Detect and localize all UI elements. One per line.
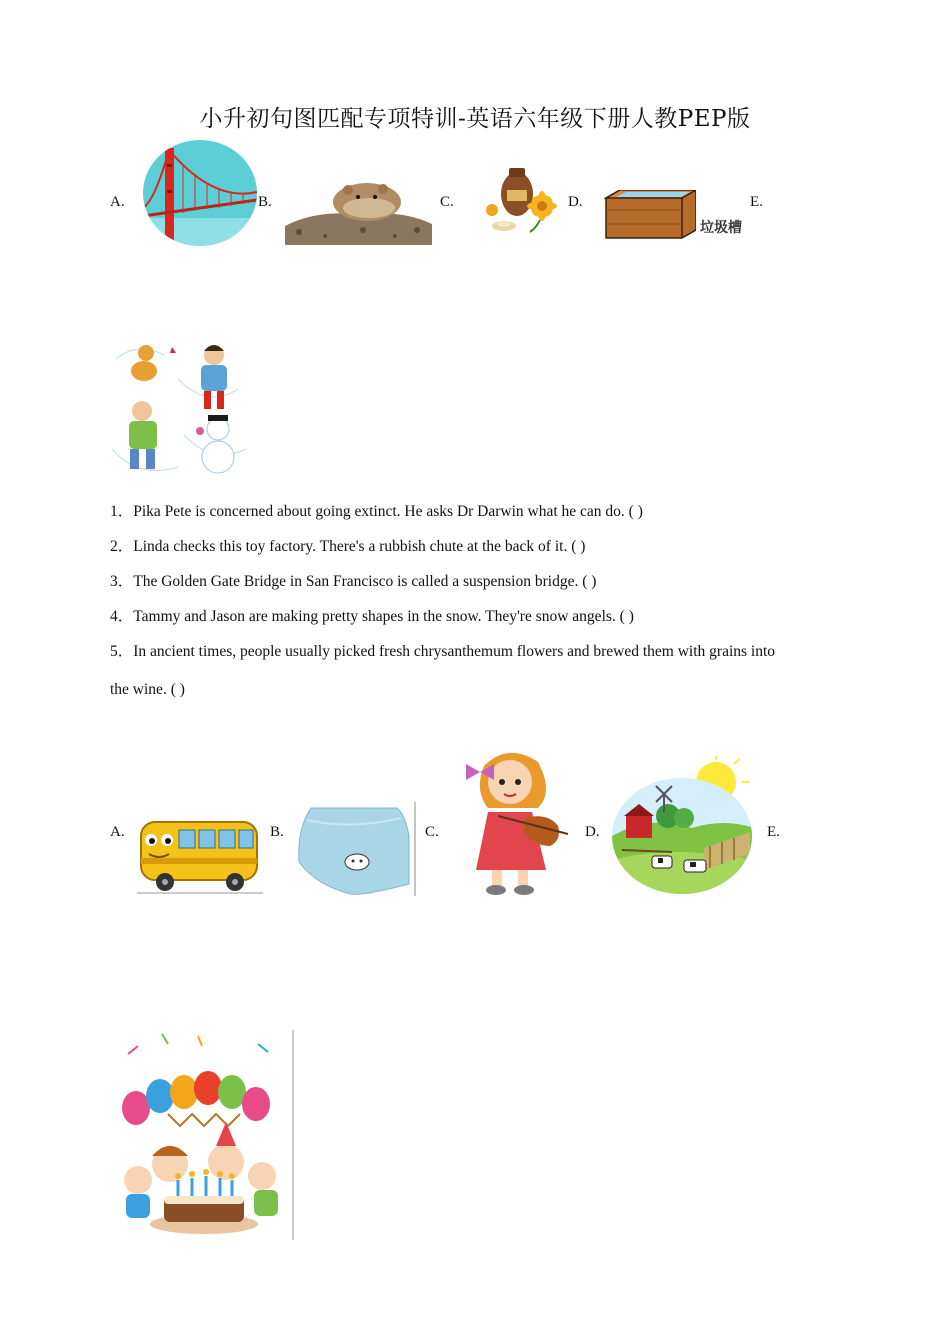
question-3: 3．The Golden Gate Bridge in San Francisco is called a suspension bridge. ( ) <box>110 573 597 590</box>
birthday-party-image <box>108 1030 295 1240</box>
question-2: 2．Linda checks this toy factory. There's a rubbish chute at the back of it. ( ) <box>110 538 586 555</box>
question-1: 1．Pika Pete is concerned about going extinct. He asks Dr Darwin what he can do. ( ) <box>110 503 643 520</box>
option-label-c-2: C. <box>425 824 439 840</box>
rubbish-chute-image <box>604 190 696 240</box>
page-title: 小升初句图匹配专项特训-英语六年级下册人教PEP版 <box>199 106 751 132</box>
option-label-b-2: B. <box>270 824 284 840</box>
option-label-c: C. <box>440 194 454 210</box>
option-label-d: D. <box>568 194 583 210</box>
snow-angels-image <box>108 339 248 481</box>
trash-caption: 垃圾槽 <box>700 220 742 236</box>
towel-image <box>293 802 417 896</box>
option-label-b: B. <box>258 194 272 210</box>
violin-girl-image <box>458 742 576 896</box>
question-4: 4．Tammy and Jason are making pretty shapes in the snow. They're snow angels. ( ) <box>110 608 634 625</box>
option-label-a: A. <box>110 194 125 210</box>
pika-image <box>285 166 432 245</box>
golden-gate-bridge-image <box>143 140 257 246</box>
question-5-continued: the wine. ( ) <box>110 681 185 698</box>
question-5: 5．In ancient times, people usually picked fresh chrysanthemum flowers and brewed them with grains into <box>110 643 776 660</box>
school-bus-image <box>137 818 263 894</box>
option-label-a-2: A. <box>110 824 125 840</box>
chrysanthemum-wine-image <box>484 166 564 234</box>
option-label-d-2: D. <box>585 824 600 840</box>
option-label-e: E. <box>750 194 763 210</box>
option-label-e-2: E. <box>767 824 780 840</box>
farm-image <box>612 756 754 894</box>
